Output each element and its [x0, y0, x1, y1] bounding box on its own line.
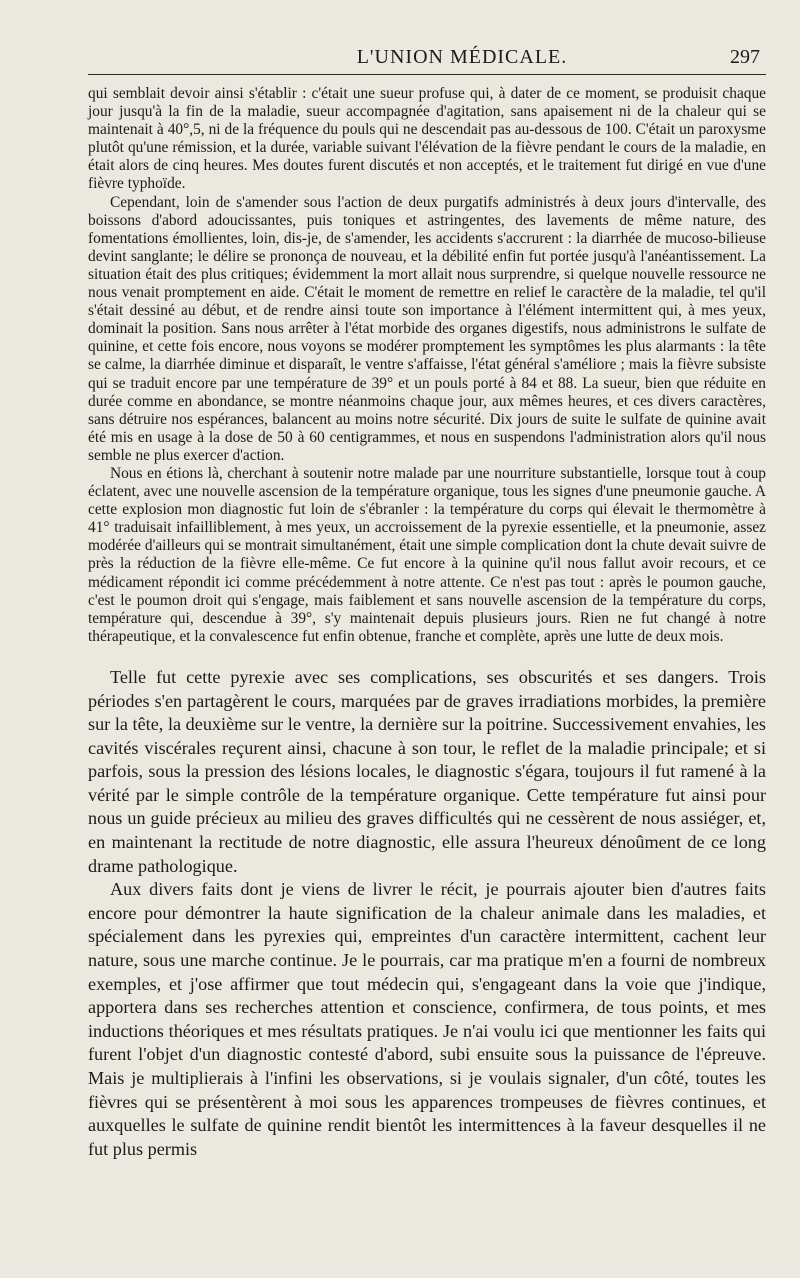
large-print-section [88, 666, 766, 1161]
running-title: L'UNION MÉDICALE. [356, 46, 568, 68]
paragraph: qui semblait devoir ainsi s'établir : c'était une sueur profuse qui, à dater de ce moment, se produisit chaque jour jusqu'à la fin de la maladie, sueur accompagnée d'agitation, sans apaisement ni de la chaleur qui se maintenait à 40°,5, ni de la fréquence du pouls qui ne descendait pas au-dessous de 100. C'était un paroxysme plutôt qu'une rémission, et la durée, variable suivant l'élévation de la fièvre pendant le cours de la maladie, en était alors de cinq heures. Mes doutes furent discutés et non acceptés, et le traitement fut dirigé en vue d'une fièvre typhoïde. [88, 85, 766, 193]
paragraph: Aux divers faits dont je viens de livrer le récit, je pourrais ajouter bien d'autres faits encore pour démontrer la haute signification de la chaleur animale dans les maladies, et spécialement dans les pyrexies qui, empreintes d'un caractère intermittent, cachent leur nature, sous une marche continue. Je le pourrais, car ma pratique m'en a fourni de nombreux exemples, et j'ose affirmer que tout médecin qui, s'engageant dans la voie que j'indique, apportera dans ses recherches attention et conscience, confirmera, de tous points, et mes inductions théoriques et mes résultats pratiques. Je n'ai voulu ici que mentionner les faits qui furent l'objet d'un diagnostic contesté d'abord, subi ensuite sous la puissance de l'épreuve. Mais je multiplierais à l'infini les observations, si je voulais signaler, d'un côté, toutes les fièvres qui se présentèrent à moi sous les apparences trompeuses de fièvres continues, et auxquelles le sulfate de quinine rendit bientôt les intermittences à la faveur desquelles il ne fut plus permis [88, 879, 766, 1159]
small-print-section [88, 85, 766, 646]
paragraph: Telle fut cette pyrexie avec ses complications, ses obscurités et ses dangers. Trois périodes s'en partagèrent le cours, marquées par de graves irradiations morbides, la première sur la tête, la deuxième sur le ventre, la dernière sur la poitrine. Successivement envahies, les cavités viscérales reçurent ainsi, chacune à son tour, le reflet de la maladie principale; et si parfois, sous la pression des lésions locales, le diagnostic s'égara, toujours il fut ramené à la vérité par le simple contrôle de la température organique. Cette température fut ainsi pour nous un guide précieux au milieu des graves difficultés qui ne cessèrent de nous assiéger, et, en maintenant la rectitude de notre diagnostic, elle assura l'heureux dénoûment de ce long drame pathologique. [88, 666, 766, 876]
paragraph: Nous en étions là, cherchant à soutenir notre malade par une nourriture substantielle, lorsque tout à coup éclatent, avec une nouvelle ascension de la température organique, tous les signes d'une pneumonie gauche. A cette explosion mon diagnostic fut loin de s'ébranler : la température du corps qui élevait le thermomètre à 41° traduisait infailliblement, à mes yeux, un accroissement de la pyrexie essentielle, et la pneumonie, assez modérée d'ailleurs qui se montrait simultanément, était une simple complication dont la chute devait suivre de près la réduction de la fièvre elle-même. Ce fut encore à la quinine qu'il nous fallut avoir recours, et ce médicament répondit ici comme précédemment à notre attente. Ce n'est pas tout : après le poumon gauche, c'est le poumon droit qui s'engage, mais faiblement et sans nouvelle ascension de la température du corps, température qui, descendue à 39°, s'y maintenait depuis plusieurs jours. Rien ne fut changé à notre thérapeutique, et la convalescence fut enfin obtenue, franche et complète, après une lutte de deux mois. [88, 464, 766, 645]
page-header [88, 46, 766, 75]
paragraph: Cependant, loin de s'amender sous l'action de deux purgatifs administrés à deux jours d'intervalle, des boissons d'abord adoucissantes, puis toniques et astringentes, des lavements de même nature, des fomentations émollientes, loin, dis-je, de s'amender, les accidents s'accrurent : la diarrhée de mucoso-bilieuse devint sanglante; le délire se prononça de nouveau, et la débilité enfin fut portée jusqu'à l'anéantissement. La situation était des plus critiques; évidemment la mort allait nous surprendre, si quelque nouvelle ressource ne nous venait promptement en aide. C'était le moment de remettre en relief le caractère de la maladie, tel qu'il s'était dessiné au début, et de rendre ainsi toute son importance à l'élément intermittent qui, à mes yeux, dominait la position. Sans nous arrêter à l'état morbide des organes digestifs, nous administrons le sulfate de quinine, et cette fois encore, nous voyons se modérer promptement les symptômes les plus alarmants : la tête se calme, la diarrhée diminue et disparaît, le ventre s'affaisse, l'état général s'améliore ; mais la fièvre subsiste qui se traduit encore par une température de 39° et un pouls porté à 84 et 88. La sueur, bien que réduite en durée comme en abondance, se montre néanmoins chaque jour, aux mêmes heures, et ces divers caractères, sans détruire nos espérances, balancent au moins notre sécurité. Dix jours de suite le sulfate de quinine avait été mis en usage à la dose de 50 à 60 centigrammes, et nous en suspendons l'administration alors qu'il nous semble ne plus exercer d'action. [88, 193, 766, 464]
page-number: 297 [730, 46, 760, 68]
